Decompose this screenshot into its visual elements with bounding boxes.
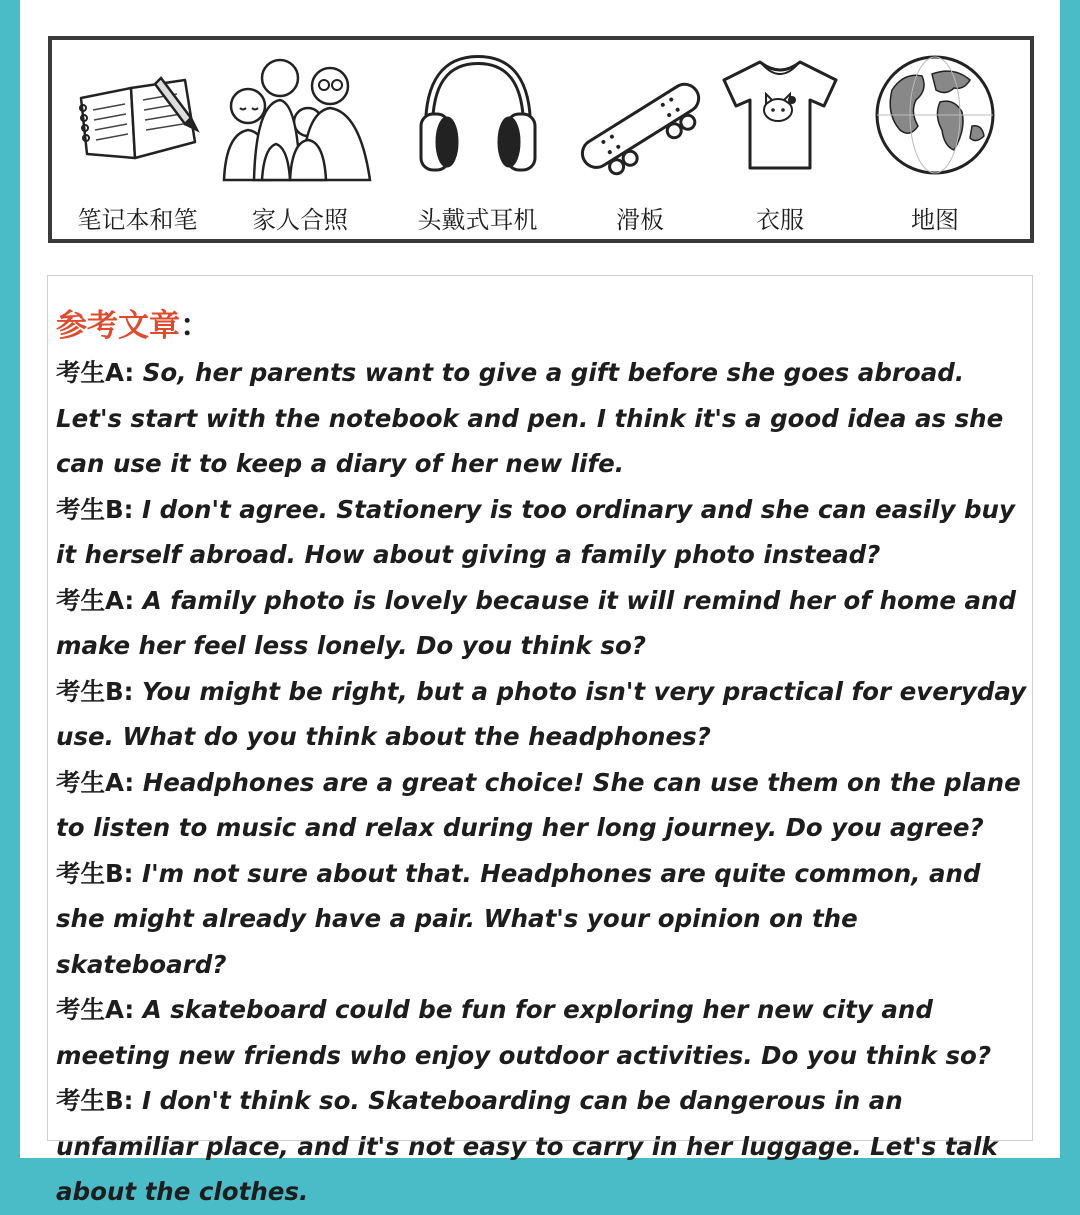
dialogue-turn — [56, 350, 1028, 487]
speaker-label: 考生B: — [56, 676, 134, 706]
speaker-label: 考生B: — [56, 858, 134, 888]
dialogue-turn — [56, 578, 1028, 669]
item-skateboard — [570, 40, 710, 239]
turn-text: A skateboard could be fun for exploring her new city and meeting new friends who enjoy outdoor activities. Do you think so? — [56, 995, 992, 1070]
headphones-icon — [413, 50, 543, 180]
family-photo-icon — [220, 52, 380, 182]
speaker-label: 考生A: — [56, 767, 135, 797]
item-label: 滑板 — [616, 206, 664, 234]
reference-article — [47, 275, 1033, 1206]
speaker-label: 考生A: — [56, 585, 135, 615]
dialogue-turn — [56, 669, 1028, 760]
dialogue-turn — [56, 760, 1028, 851]
skateboard-icon — [570, 70, 710, 180]
speaker-label: 考生A: — [56, 995, 135, 1024]
item-label: 笔记本和笔 — [77, 206, 198, 234]
dialogue-turn — [56, 851, 1028, 988]
turn-text: So, her parents want to give a gift before she goes abroad. Let's start with the notebook and pen. I think it's a good idea as she can use it to keep a diary of her new life. — [56, 358, 1004, 478]
item-label: 头戴式耳机 — [417, 206, 538, 234]
item-label: 家人合照 — [252, 206, 348, 234]
dialogue-turn — [56, 1078, 1028, 1215]
turn-text: A family photo is lovely because it will remind her of home and make her feel less lonely. Do you think so? — [56, 585, 1017, 660]
turn-text: Headphones are a great choice! She can use them on the plane to listen to music and relax during her long journey. Do you agree? — [56, 767, 1021, 842]
item-clothes — [710, 40, 850, 239]
speaker-label: 考生B: — [56, 494, 134, 524]
turn-text: I'm not sure about that. Headphones are quite common, and she might already have a pair. What's your opinion on the skateboard? — [56, 858, 981, 979]
notebook-pen-icon — [73, 58, 203, 168]
page-sheet — [20, 0, 1060, 1206]
item-family-photo — [215, 40, 385, 239]
dialogue-turn — [56, 487, 1028, 578]
item-label: 衣服 — [756, 206, 804, 234]
item-label: 地图 — [911, 206, 959, 234]
item-headphones — [385, 40, 570, 239]
article-title: 参考文章： — [56, 308, 211, 344]
item-notebook-pen — [60, 40, 215, 239]
item-map — [850, 40, 1020, 239]
turn-text: I don't agree. Stationery is too ordinary and she can easily buy it herself abroad. How about giving a family photo instead? — [56, 494, 1015, 569]
dialogue — [56, 350, 1028, 1215]
speaker-label: 考生A: — [56, 358, 135, 387]
turn-text: I don't think so. Skateboarding can be dangerous in an unfamiliar place, and it's not easy to carry in her luggage. Let's talk about the clothes. — [56, 1086, 998, 1206]
speaker-label: 考生B: — [56, 1086, 134, 1115]
tshirt-icon — [720, 56, 840, 172]
gift-items-panel — [48, 36, 1034, 243]
dialogue-turn — [56, 987, 1028, 1078]
globe-map-icon — [870, 50, 1000, 180]
turn-text: You might be right, but a photo isn't very practical for everyday use. What do you think about the headphones? — [56, 676, 1027, 751]
